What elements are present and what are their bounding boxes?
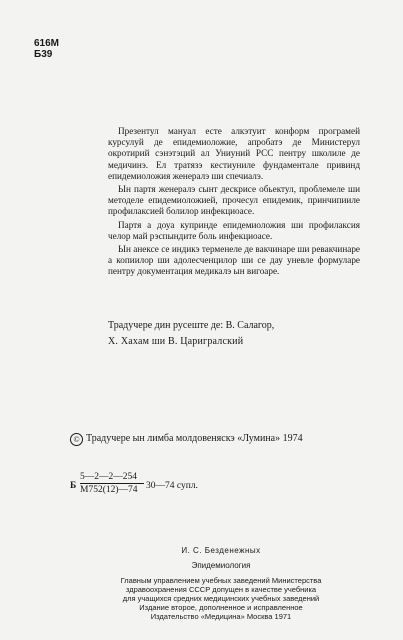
imprint-line: Главным управлением учебных заведений Министерства bbox=[120, 576, 322, 585]
imprint-line: Издательство «Медицина» Москва 1971 bbox=[150, 612, 292, 621]
abstract-paragraph: Ын партя женералэ сынт дескрисе обьектул, проблемеле ши методеле епидемиоложией, прочесул епидемик, принчипииле профилаксией болилор инфекциоасе. bbox=[108, 184, 360, 217]
copyright-text: Традучере ын лимба молдовеняскэ «Лумина» 1974 bbox=[86, 433, 303, 444]
udc-line: 616М bbox=[34, 38, 60, 49]
abstract-block bbox=[108, 126, 360, 280]
translators-line: Х. Хахам ши В. Царигралский bbox=[108, 336, 244, 347]
imprint-title: Эпидемиология bbox=[191, 561, 251, 570]
index-numerator: 5—2—2—254 bbox=[80, 472, 144, 484]
index-denominator: М752(12)—74 bbox=[80, 485, 138, 495]
udc-code bbox=[34, 38, 59, 60]
index-fraction bbox=[80, 472, 144, 495]
imprint-line: Издание второе, дополненное и исправленное bbox=[139, 603, 303, 612]
imprint-line: здравоохранения СССР допущен в качестве учебника bbox=[125, 585, 317, 594]
abstract-paragraph: Презентул мануал есте алкэтуит конформ програмей курсулуй де епидемиоложие, апробатэ де Министерул окротирий сэнэтэций ал Униуний РСС пентру школиле де медичинэ. Ел тратязэ кестиуниле фундаментале привинд епидемиоложия женералэ ши спечиалэ. bbox=[108, 126, 360, 181]
index-tail: 30—74 супл. bbox=[146, 481, 198, 491]
abstract-paragraph: Ын анексе се индикэ терменеле де вакчинаре ши ревакчинаре а копиилор ши адолесченцилор ши се дау уневле формуларе пентру документация медикалэ ын вигоаре. bbox=[108, 244, 360, 277]
imprint-author: И. С. Безденежных bbox=[181, 546, 261, 555]
imprint-line: для учащихся средних медицинских учебных заведений bbox=[122, 594, 320, 603]
copyright-icon: © bbox=[70, 433, 83, 446]
index-letter: Б bbox=[70, 481, 77, 491]
copyright-line bbox=[70, 433, 303, 446]
translators-credit bbox=[108, 318, 368, 350]
translators-line: Традучере дин русеште де: В. Салагор, bbox=[108, 320, 275, 331]
original-imprint bbox=[90, 546, 352, 621]
udc-line: Б39 bbox=[34, 49, 53, 60]
abstract-paragraph: Партя а доуа купринде епидемиоложия ши профилаксия челор май рэспындите боль инфекциоасе. bbox=[108, 219, 360, 241]
